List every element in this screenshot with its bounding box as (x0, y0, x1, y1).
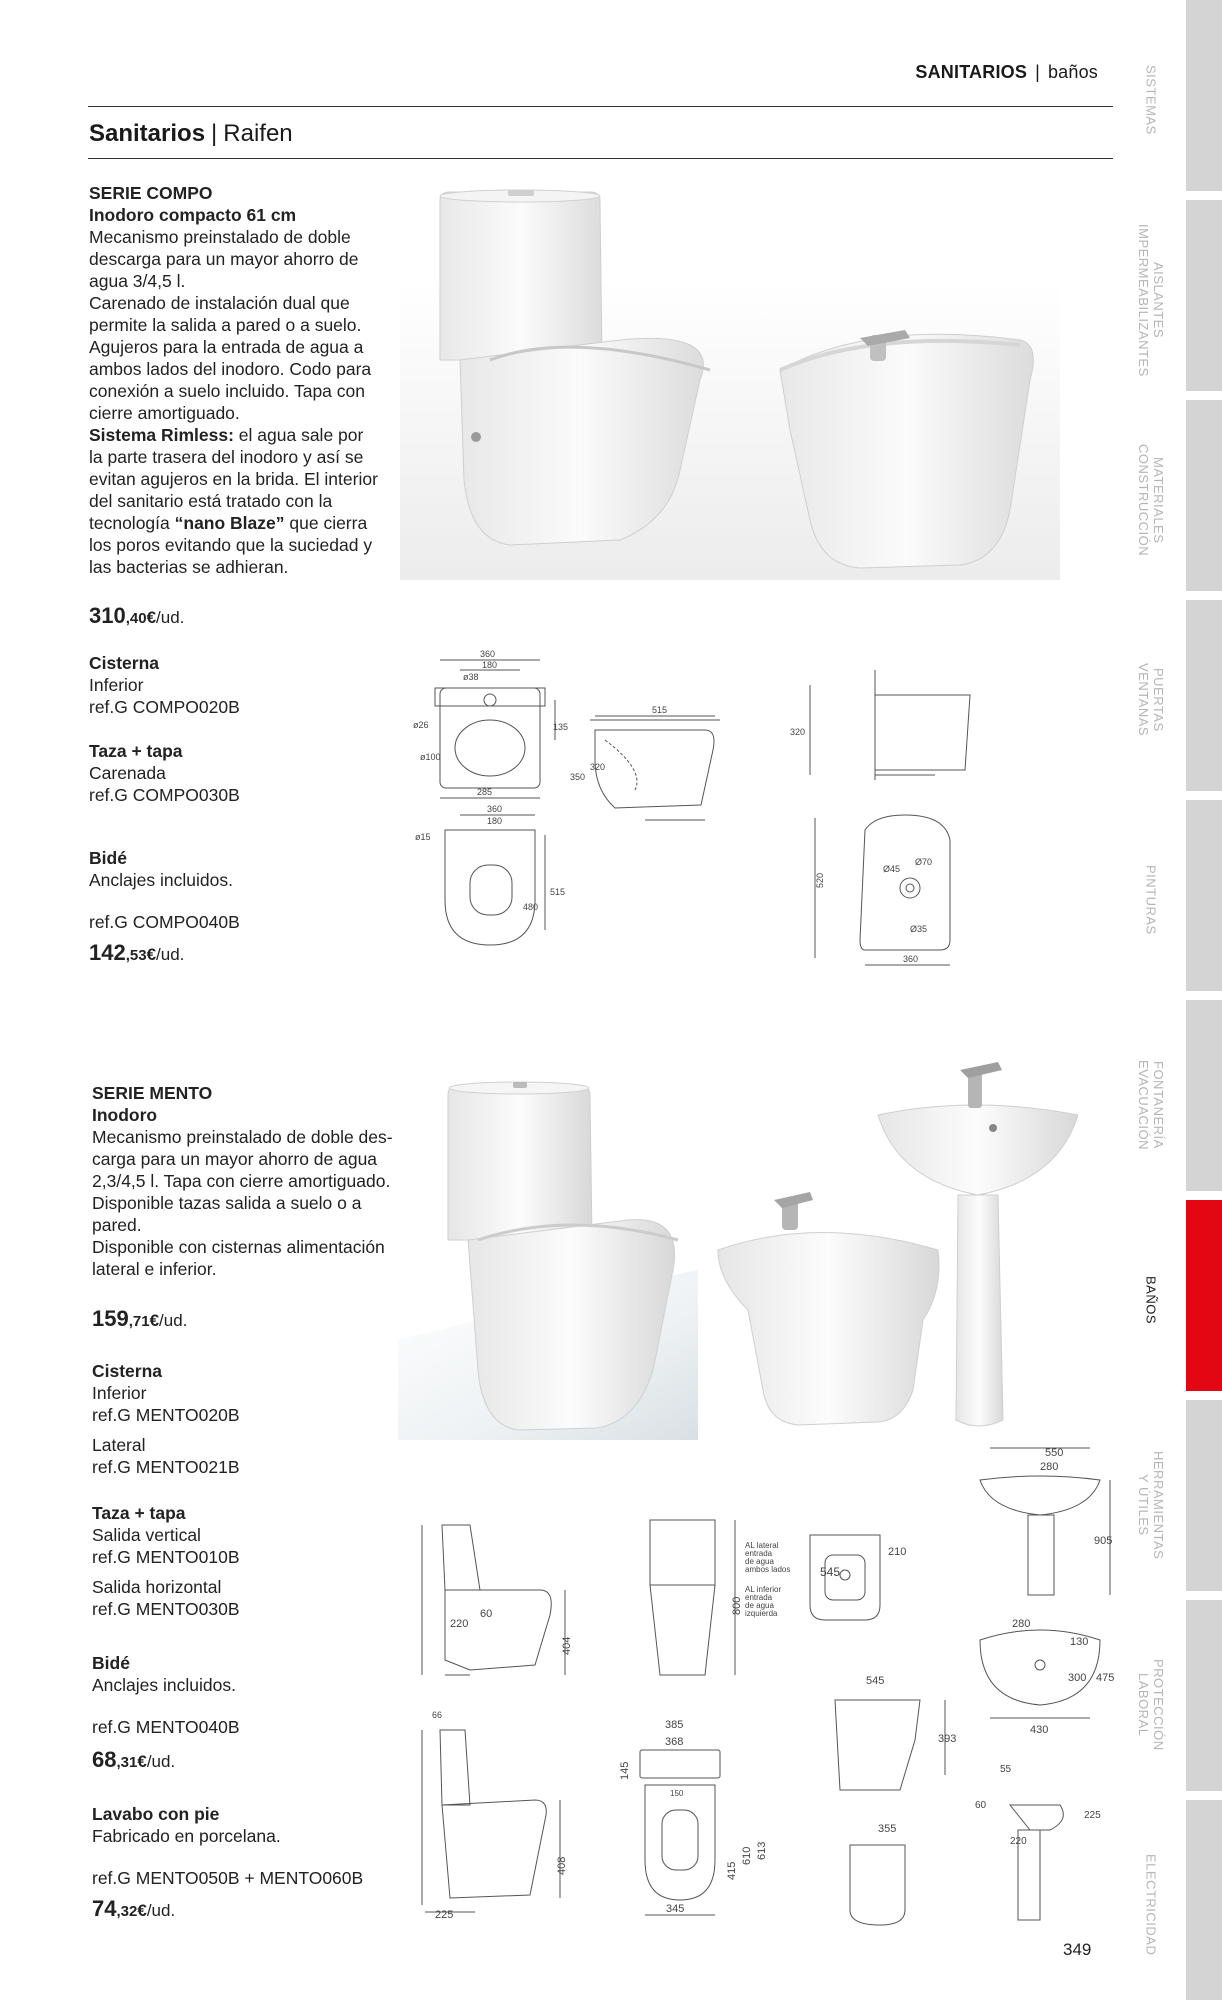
title-separator: | (211, 120, 218, 147)
tab-label-text: PINTURAS (1143, 865, 1159, 935)
tab-label-puertas (1126, 650, 1176, 750)
bide-ref: ref.G COMPO040B (89, 912, 240, 932)
dim-905: 905 (1094, 1535, 1113, 1547)
lavabo-desc: Fabricado en porcelana. (92, 1826, 281, 1846)
compo-desc-line: Mecanismo preinstalado de doble (89, 227, 351, 247)
mento-description (92, 1082, 412, 1280)
mento-series: SERIE MENTO (92, 1083, 213, 1103)
tab-herramientas[interactable] (1186, 1400, 1222, 1596)
price-currency: € (146, 945, 157, 964)
price-integer: 159 (92, 1306, 129, 1331)
compo-side-view (570, 705, 720, 820)
dim-210: 210 (888, 1546, 907, 1558)
cisterna-ref: ref.G MENTO021B (92, 1457, 240, 1477)
tab-proteccion[interactable] (1186, 1600, 1222, 1796)
nano-pre: tecnología (89, 513, 175, 533)
dim-o45: Ø45 (883, 864, 901, 874)
mento-bide (92, 1652, 240, 1738)
compo-rimless-line (89, 424, 409, 446)
compo-bide-price (89, 940, 184, 966)
dim-360c: 360 (903, 954, 919, 964)
mento-product: Inodoro (92, 1105, 158, 1125)
tab-sistemas[interactable] (1186, 0, 1222, 196)
compo-desc-line: del sanitario está tratado con la (89, 491, 333, 511)
tab-label-pinturas (1126, 860, 1176, 940)
tab-banos[interactable] (1186, 1200, 1222, 1396)
bide-desc: Anclajes incluidos. (89, 870, 233, 890)
cisterna-ref: ref.G MENTO020B (92, 1405, 240, 1425)
dim-o70: Ø70 (915, 857, 933, 867)
tab-label-electricidad (1126, 1850, 1176, 1960)
bide-desc: Anclajes incluidos. (92, 1675, 236, 1695)
mento-desc-line: Mecanismo preinstalado de doble des- (92, 1127, 393, 1147)
dim-225: 225 (435, 1909, 454, 1921)
dim-355: 355 (878, 1823, 897, 1835)
dim-320a: 320 (590, 762, 606, 772)
compo-desc-line: conexión a suelo incluido. Tapa con (89, 381, 365, 401)
compo-desc-line: Carenado de instalación dual que (89, 293, 350, 313)
mento-cisterna (92, 1360, 240, 1478)
mento-price (92, 1306, 187, 1332)
compo-desc-line: las bacterias se adhieran. (89, 557, 289, 577)
lavabo-ref: ref.G MENTO050B + MENTO060B (92, 1868, 364, 1888)
tab-label-sistemas (1126, 40, 1176, 160)
mento-lavabo (92, 1803, 363, 1889)
category-sidebar (1186, 0, 1222, 2000)
dim-150: 150 (670, 1789, 684, 1798)
page-number: 349 (1063, 1940, 1092, 1959)
price-currency: € (149, 1311, 160, 1330)
compo-product: Inodoro compacto 61 cm (89, 205, 297, 225)
dim-545: 545 (820, 1565, 841, 1579)
dim-285: 285 (477, 787, 493, 797)
dim-145: 145 (619, 1761, 631, 1780)
tab-label-text: AISLANTES IMPERMEABILIZANTES (1136, 223, 1166, 377)
price-unit: /ud. (146, 1752, 176, 1771)
tab-label-text: PROTECCIÓN LABORAL (1136, 1659, 1166, 1751)
dim-180b: 180 (487, 816, 503, 826)
header-rule (88, 106, 1113, 107)
mento-bidet-plan-small (850, 1823, 905, 1925)
compo-bide (89, 847, 240, 933)
mento-bidet-plan (810, 1535, 906, 1620)
price-currency: € (137, 1752, 147, 1771)
price-unit: /ud. (146, 1901, 176, 1920)
dim-66: 66 (432, 1710, 443, 1720)
tab-label-materiales (1126, 430, 1176, 570)
mento-lavabo-price (92, 1896, 175, 1922)
dim-350: 350 (570, 772, 586, 782)
lavabo-title: Lavabo con pie (92, 1804, 220, 1824)
mento-toilet-plan (619, 1719, 768, 1915)
compo-technical-drawings (405, 640, 1005, 980)
mento-taza (92, 1502, 240, 1620)
price-decimal: ,71 (128, 1313, 150, 1330)
taza-type: Salida horizontal (92, 1577, 222, 1597)
mento-toilet-side-horizontal (422, 1710, 568, 1921)
dim-545b: 545 (866, 1675, 885, 1687)
tab-fontaneria[interactable] (1186, 1000, 1222, 1196)
dim-520: 520 (815, 872, 825, 888)
mento-basin-front (980, 1447, 1112, 1595)
tab-label-text: HERRAMIENTAS Y ÚTILES (1136, 1450, 1166, 1560)
compo-series: SERIE COMPO (89, 183, 213, 203)
note-line: entrada (745, 1593, 773, 1602)
cisterna-type: Inferior (92, 1383, 147, 1403)
dim-404: 404 (561, 1636, 573, 1655)
price-currency: € (146, 608, 157, 627)
compo-desc-line: cierre amortiguado. (89, 403, 240, 423)
taza-type: Salida vertical (92, 1525, 201, 1545)
mento-technical-drawings (410, 1440, 1130, 1960)
compo-description (89, 182, 409, 578)
compo-desc-line: permite la salida a pared o a suelo. (89, 315, 362, 335)
dim-55: 55 (1000, 1764, 1012, 1775)
dim-280b: 280 (1012, 1618, 1031, 1630)
mento-toilet-front (650, 1520, 790, 1675)
subsection-name: baños (1047, 62, 1098, 82)
dim-60b: 60 (975, 1800, 987, 1811)
price-unit: /ud. (156, 608, 185, 627)
taza-ref: ref.G MENTO030B (92, 1599, 240, 1619)
compo-top-view (413, 649, 568, 798)
price-integer: 142 (89, 940, 126, 965)
dim-415: 415 (726, 1861, 738, 1880)
note-line: izquierda (745, 1609, 778, 1618)
price-decimal: ,32 (116, 1903, 138, 1920)
mento-bide-price (92, 1747, 175, 1773)
tab-label-herramientas (1126, 1440, 1176, 1570)
price-decimal: ,40 (125, 610, 147, 627)
tab-label-text: FONTANERÍA EVACUACIÓN (1136, 1060, 1166, 1150)
mento-desc-line: carga para un mayor ahorro de agua (92, 1149, 378, 1169)
compo-bidet-side (790, 670, 970, 780)
taza-title: Taza + tapa (92, 1503, 186, 1523)
mento-bidet-side (835, 1675, 956, 1790)
dim-360: 360 (480, 649, 496, 659)
compo-cisterna (89, 652, 240, 718)
dim-280: 280 (1040, 1461, 1059, 1473)
compo-product-photo (400, 180, 1060, 600)
price-currency: € (137, 1901, 147, 1920)
dim-225b: 225 (1084, 1810, 1101, 1821)
dim-385: 385 (665, 1719, 684, 1731)
dim-393: 393 (938, 1733, 957, 1745)
dim-610: 610 (741, 1846, 753, 1865)
price-decimal: ,31 (116, 1754, 138, 1771)
price-decimal: ,53 (125, 947, 147, 964)
tab-label-aislantes (1126, 210, 1176, 390)
compo-desc-line: la parte trasera del inodoro y así se (89, 447, 364, 467)
page-title (89, 120, 293, 148)
tab-aislantes[interactable] (1186, 200, 1222, 396)
rimless-text: el agua sale por (233, 425, 364, 445)
dim-515: 515 (652, 705, 668, 715)
dim-800: 800 (731, 1596, 743, 1615)
dim-130: 130 (1070, 1636, 1089, 1648)
mento-desc-line: Disponible tazas salida a suelo o a (92, 1193, 362, 1213)
compo-desc-line: agua 3/4,5 l. (89, 271, 186, 291)
compo-bidet-shape (780, 330, 1033, 568)
taza-title: Taza + tapa (89, 741, 183, 761)
taza-ref: ref.G MENTO010B (92, 1547, 240, 1567)
price-integer: 68 (92, 1747, 117, 1772)
dim-o100: ø100 (420, 752, 441, 762)
cisterna-title: Cisterna (89, 653, 160, 673)
tab-electricidad[interactable] (1186, 1800, 1222, 2000)
compo-desc-line: evitan agujeros en la brida. El interior (89, 469, 378, 489)
dim-480: 480 (523, 902, 539, 912)
dim-135: 135 (553, 722, 569, 732)
bide-ref: ref.G MENTO040B (92, 1717, 240, 1737)
section-name: SANITARIOS (915, 62, 1028, 82)
dim-360b: 360 (487, 804, 503, 814)
mento-basin-top (980, 1618, 1114, 1736)
tab-label-text: BAÑOS (1143, 1275, 1159, 1324)
dim-o35: Ø35 (910, 924, 928, 934)
cisterna-title: Cisterna (92, 1361, 163, 1381)
nano-bold: “nano Blaze” (174, 513, 285, 533)
mento-desc-line: lateral e inferior. (92, 1259, 217, 1279)
note-line: entrada (745, 1549, 773, 1558)
tab-label-fontaneria (1126, 1050, 1176, 1160)
note-line: AL inferior (745, 1585, 782, 1594)
mento-desc-line: Disponible con cisternas alimentación (92, 1237, 385, 1257)
mento-basin-side (975, 1764, 1101, 1920)
price-unit: /ud. (156, 945, 185, 964)
tab-label-text: ELECTRICIDAD (1143, 1854, 1159, 1956)
dim-345: 345 (666, 1903, 685, 1915)
note-line: AL lateral (745, 1541, 779, 1550)
dim-o38: ø38 (463, 672, 479, 682)
taza-ref: ref.G COMPO030B (89, 785, 240, 805)
compo-price (89, 603, 184, 629)
mento-desc-line: 2,3/4,5 l. Tapa con cierre amortiguado. (92, 1171, 391, 1191)
dim-550: 550 (1045, 1447, 1064, 1459)
dim-300: 300 (1068, 1672, 1087, 1684)
dim-320b: 320 (790, 727, 806, 737)
dim-613: 613 (756, 1841, 768, 1860)
price-integer: 310 (89, 603, 126, 628)
nano-post: que cierra (284, 513, 368, 533)
tab-label-text: PUERTAS VENTANAS (1136, 663, 1166, 737)
mento-toilet-side-vertical (422, 1525, 573, 1675)
cisterna-type: Inferior (89, 675, 144, 695)
dim-368: 368 (665, 1736, 684, 1748)
header-separator: | (1035, 62, 1040, 82)
compo-desc-line: Agujeros para la entrada de agua a (89, 337, 364, 357)
cisterna-type: Lateral (92, 1435, 146, 1455)
taza-type: Carenada (89, 763, 166, 783)
tab-label-text: MATERIALES CONSTRUCCIÓN (1136, 443, 1166, 557)
bide-title: Bidé (92, 1653, 130, 1673)
compo-desc-line: descarga para un mayor ahorro de (89, 249, 359, 269)
dim-475: 475 (1096, 1672, 1115, 1684)
tab-pinturas[interactable] (1186, 800, 1222, 996)
dim-408: 408 (556, 1856, 568, 1875)
tab-label-text: SISTEMAS (1143, 65, 1159, 135)
bide-title: Bidé (89, 848, 127, 868)
compo-nano-line (89, 512, 409, 534)
rimless-label: Sistema Rimless: (89, 425, 234, 445)
note-line: de agua (745, 1557, 774, 1566)
section-header (915, 62, 1098, 83)
cisterna-ref: ref.G COMPO020B (89, 697, 240, 717)
dim-60: 60 (480, 1608, 493, 1620)
tab-puertas[interactable] (1186, 600, 1222, 796)
title-brand: Raifen (223, 120, 293, 147)
tab-label-proteccion (1126, 1650, 1176, 1760)
dim-180: 180 (482, 660, 498, 670)
dim-430: 430 (1030, 1724, 1049, 1736)
compo-bidet-plan (815, 815, 950, 965)
dim-o15: ø15 (415, 832, 431, 842)
mento-product-photo (398, 1040, 1078, 1440)
title-rule (88, 158, 1113, 159)
compo-taza (89, 740, 240, 806)
compo-desc-line: los poros evitando que la suciedad y (89, 535, 373, 555)
compo-desc-line: ambos lados del inodoro. Codo para (89, 359, 372, 379)
dim-220: 220 (450, 1618, 469, 1630)
dim-220b: 220 (1010, 1836, 1027, 1847)
title-main: Sanitarios (89, 120, 206, 147)
mento-desc-line: pared. (92, 1215, 142, 1235)
price-unit: /ud. (159, 1311, 188, 1330)
note-line: ambos lados (745, 1565, 791, 1574)
compo-plan-view (415, 804, 565, 945)
dim-515b: 515 (550, 887, 566, 897)
note-line: de agua (745, 1601, 774, 1610)
price-integer: 74 (92, 1896, 117, 1921)
dim-o26: ø26 (413, 720, 429, 730)
tab-label-banos (1126, 1270, 1176, 1330)
tab-materiales[interactable] (1186, 400, 1222, 596)
